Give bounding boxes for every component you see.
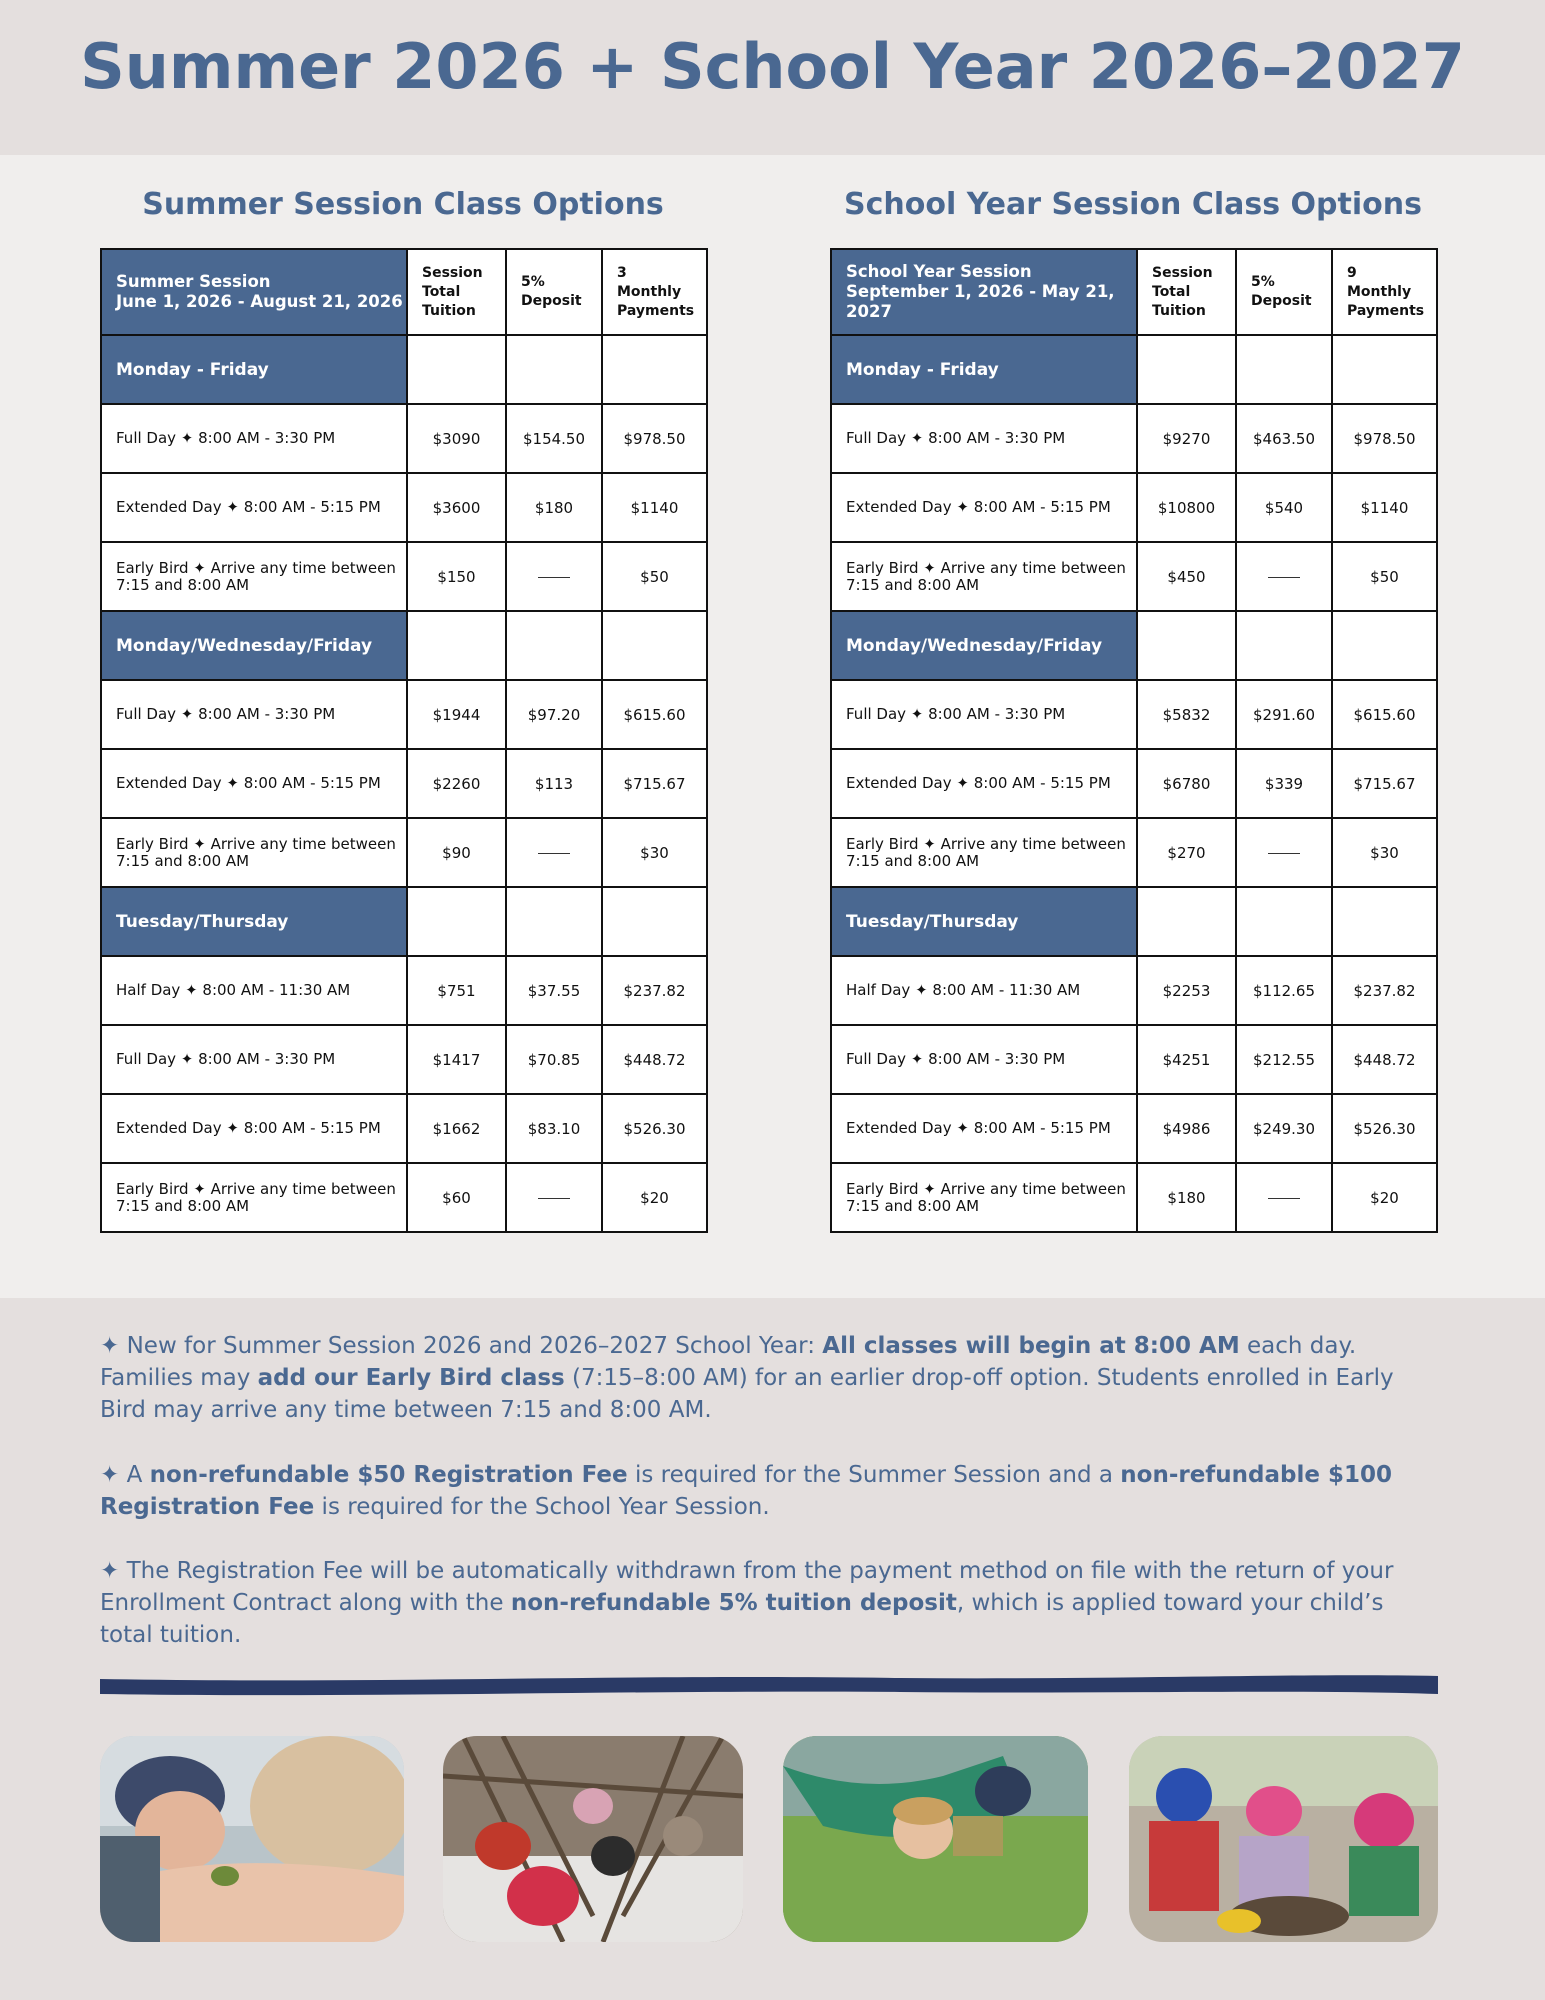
monthly-payment-cell: $20 xyxy=(602,1163,707,1232)
column-header: Session Total Tuition xyxy=(1137,249,1236,335)
note-deposit: ✦ The Registration Fee will be automatically withdrawn from the payment method on file with the return of your Enrollment Contract along with the non-refundable 5% tuition deposit, which is applied toward your child’s total tuition. xyxy=(100,1558,1394,1648)
schedule-group-name: Monday/Wednesday/Friday xyxy=(831,611,1137,680)
total-tuition-cell: $450 xyxy=(1137,542,1236,611)
table-header-row xyxy=(831,249,1437,335)
table-row xyxy=(101,542,707,611)
class-option-label: Extended Day ✦ 8:00 AM - 5:15 PM xyxy=(101,749,407,818)
school-year-tuition-table xyxy=(830,248,1438,1233)
class-option-label: Half Day ✦ 8:00 AM - 11:30 AM xyxy=(831,956,1137,1025)
session-dates: June 1, 2026 - August 21, 2026 xyxy=(116,292,403,311)
table-row xyxy=(101,1163,707,1232)
class-option-label: Extended Day ✦ 8:00 AM - 5:15 PM xyxy=(831,749,1137,818)
class-option-label: Early Bird ✦ Arrive any time between 7:15 and 8:00 AM xyxy=(101,542,407,611)
class-option-label: Early Bird ✦ Arrive any time between 7:15 and 8:00 AM xyxy=(831,818,1137,887)
table-header-row xyxy=(101,249,707,335)
schedule-group-row xyxy=(831,887,1437,956)
note-start-time: ✦ New for Summer Session 2026 and 2026–2027 School Year: All classes will begin at 8:00 AM each day. Families may add our Early Bird class (7:15–8:00 AM) for an earlier drop-off option. Students enrolled in Early Bird may arrive any time between 7:15 and 8:00 AM. xyxy=(100,1333,1394,1423)
total-tuition-cell: $270 xyxy=(1137,818,1236,887)
monthly-payment-cell: $237.82 xyxy=(1332,956,1437,1025)
deposit-cell xyxy=(506,542,602,611)
table-row xyxy=(831,1025,1437,1094)
total-tuition-cell: $4251 xyxy=(1137,1025,1236,1094)
child-in-hammock-photo xyxy=(783,1736,1088,1942)
deposit-cell: $70.85 xyxy=(506,1025,602,1094)
class-option-label: Early Bird ✦ Arrive any time between 7:15 and 8:00 AM xyxy=(101,818,407,887)
monthly-payment-cell: $20 xyxy=(1332,1163,1437,1232)
total-tuition-cell: $751 xyxy=(407,956,506,1025)
monthly-payment-cell: $978.50 xyxy=(1332,404,1437,473)
deposit-cell: $154.50 xyxy=(506,404,602,473)
deposit-cell: $463.50 xyxy=(1236,404,1332,473)
class-option-label: Extended Day ✦ 8:00 AM - 5:15 PM xyxy=(101,1094,407,1163)
page-title: Summer 2026 + School Year 2026–2027 xyxy=(80,30,1465,103)
monthly-payment-cell: $615.60 xyxy=(602,680,707,749)
class-option-label: Full Day ✦ 8:00 AM - 3:30 PM xyxy=(101,680,407,749)
session-header-cell xyxy=(831,249,1137,335)
table-row xyxy=(101,818,707,887)
class-option-label: Full Day ✦ 8:00 AM - 3:30 PM xyxy=(831,1025,1137,1094)
total-tuition-cell: $2260 xyxy=(407,749,506,818)
session-header-cell xyxy=(101,249,407,335)
wave-divider xyxy=(100,1672,1438,1702)
table-row xyxy=(831,404,1437,473)
total-tuition-cell: $6780 xyxy=(1137,749,1236,818)
monthly-payment-cell: $237.82 xyxy=(602,956,707,1025)
deposit-cell: $97.20 xyxy=(506,680,602,749)
monthly-payment-cell: $50 xyxy=(1332,542,1437,611)
total-tuition-cell: $10800 xyxy=(1137,473,1236,542)
deposit-cell xyxy=(506,818,602,887)
deposit-cell: $37.55 xyxy=(506,956,602,1025)
class-option-label: Early Bird ✦ Arrive any time between 7:15 and 8:00 AM xyxy=(831,542,1137,611)
total-tuition-cell: $1417 xyxy=(407,1025,506,1094)
column-header: 5% Deposit xyxy=(1236,249,1332,335)
total-tuition-cell: $5832 xyxy=(1137,680,1236,749)
monthly-payment-cell: $715.67 xyxy=(602,749,707,818)
schedule-group-name: Monday - Friday xyxy=(101,335,407,404)
schedule-group-row xyxy=(831,611,1437,680)
deposit-cell xyxy=(1236,1163,1332,1232)
note-registration-fee: ✦ A non-refundable $50 Registration Fee is required for the Summer Session and a non-refundable $100 Registration Fee is required for the School Year Session. xyxy=(100,1462,1393,1520)
deposit-cell: $180 xyxy=(506,473,602,542)
monthly-payment-cell: $30 xyxy=(1332,818,1437,887)
monthly-payment-cell: $1140 xyxy=(1332,473,1437,542)
not-applicable-dash xyxy=(538,1198,570,1199)
deposit-cell: $112.65 xyxy=(1236,956,1332,1025)
deposit-cell: $212.55 xyxy=(1236,1025,1332,1094)
monthly-payment-cell: $526.30 xyxy=(1332,1094,1437,1163)
monthly-payment-cell: $448.72 xyxy=(1332,1025,1437,1094)
table-row xyxy=(831,1163,1437,1232)
class-option-label: Extended Day ✦ 8:00 AM - 5:15 PM xyxy=(831,473,1137,542)
not-applicable-dash xyxy=(1268,577,1300,578)
table-row xyxy=(831,473,1437,542)
deposit-cell: $249.30 xyxy=(1236,1094,1332,1163)
schedule-group-name: Monday - Friday xyxy=(831,335,1137,404)
class-option-label: Extended Day ✦ 8:00 AM - 5:15 PM xyxy=(101,473,407,542)
schedule-group-name: Tuesday/Thursday xyxy=(831,887,1137,956)
column-header: 9 Monthly Payments xyxy=(1332,249,1437,335)
class-option-label: Early Bird ✦ Arrive any time between 7:15 and 8:00 AM xyxy=(101,1163,407,1232)
deposit-cell xyxy=(506,1163,602,1232)
table-row xyxy=(101,749,707,818)
school-year-section-title: School Year Session Class Options xyxy=(844,187,1422,222)
class-option-label: Early Bird ✦ Arrive any time between 7:15 and 8:00 AM xyxy=(831,1163,1137,1232)
total-tuition-cell: $1944 xyxy=(407,680,506,749)
monthly-payment-cell: $50 xyxy=(602,542,707,611)
table-row xyxy=(101,680,707,749)
column-header: 3 Monthly Payments xyxy=(602,249,707,335)
monthly-payment-cell: $615.60 xyxy=(1332,680,1437,749)
session-name: School Year Session xyxy=(846,262,1032,281)
deposit-cell: $113 xyxy=(506,749,602,818)
total-tuition-cell: $9270 xyxy=(1137,404,1236,473)
summer-section-title: Summer Session Class Options xyxy=(142,187,664,222)
class-option-label: Full Day ✦ 8:00 AM - 3:30 PM xyxy=(831,680,1137,749)
summer-tuition-table xyxy=(100,248,708,1233)
total-tuition-cell: $4986 xyxy=(1137,1094,1236,1163)
class-option-label: Extended Day ✦ 8:00 AM - 5:15 PM xyxy=(831,1094,1137,1163)
deposit-cell: $83.10 xyxy=(506,1094,602,1163)
children-in-stick-fort-photo xyxy=(443,1736,743,1942)
deposit-cell: $540 xyxy=(1236,473,1332,542)
session-dates: September 1, 2026 - May 21, 2027 xyxy=(846,282,1115,321)
monthly-payment-cell: $978.50 xyxy=(602,404,707,473)
not-applicable-dash xyxy=(1268,1198,1300,1199)
not-applicable-dash xyxy=(538,853,570,854)
deposit-cell: $339 xyxy=(1236,749,1332,818)
total-tuition-cell: $3600 xyxy=(407,473,506,542)
children-playing-outdoors-photo xyxy=(1129,1736,1438,1942)
table-row xyxy=(831,1094,1437,1163)
monthly-payment-cell: $526.30 xyxy=(602,1094,707,1163)
table-row xyxy=(831,542,1437,611)
schedule-group-row xyxy=(101,335,707,404)
total-tuition-cell: $3090 xyxy=(407,404,506,473)
deposit-cell xyxy=(1236,542,1332,611)
monthly-payment-cell: $1140 xyxy=(602,473,707,542)
total-tuition-cell: $150 xyxy=(407,542,506,611)
table-row xyxy=(101,473,707,542)
table-row xyxy=(831,749,1437,818)
not-applicable-dash xyxy=(538,577,570,578)
child-holding-frog-photo xyxy=(100,1736,404,1942)
monthly-payment-cell: $715.67 xyxy=(1332,749,1437,818)
schedule-group-row xyxy=(101,611,707,680)
column-header: 5% Deposit xyxy=(506,249,602,335)
total-tuition-cell: $60 xyxy=(407,1163,506,1232)
table-row xyxy=(101,1094,707,1163)
deposit-cell xyxy=(1236,818,1332,887)
deposit-cell: $291.60 xyxy=(1236,680,1332,749)
class-option-label: Full Day ✦ 8:00 AM - 3:30 PM xyxy=(101,404,407,473)
monthly-payment-cell: $30 xyxy=(602,818,707,887)
class-option-label: Half Day ✦ 8:00 AM - 11:30 AM xyxy=(101,956,407,1025)
table-row xyxy=(831,680,1437,749)
schedule-group-name: Tuesday/Thursday xyxy=(101,887,407,956)
total-tuition-cell: $180 xyxy=(1137,1163,1236,1232)
schedule-group-name: Monday/Wednesday/Friday xyxy=(101,611,407,680)
not-applicable-dash xyxy=(1268,853,1300,854)
schedule-group-row xyxy=(831,335,1437,404)
table-row xyxy=(101,956,707,1025)
table-row xyxy=(831,818,1437,887)
total-tuition-cell: $90 xyxy=(407,818,506,887)
session-name: Summer Session xyxy=(116,272,271,291)
table-row xyxy=(101,404,707,473)
table-row xyxy=(831,956,1437,1025)
schedule-group-row xyxy=(101,887,707,956)
monthly-payment-cell: $448.72 xyxy=(602,1025,707,1094)
total-tuition-cell: $1662 xyxy=(407,1094,506,1163)
column-header: Session Total Tuition xyxy=(407,249,506,335)
table-row xyxy=(101,1025,707,1094)
total-tuition-cell: $2253 xyxy=(1137,956,1236,1025)
class-option-label: Full Day ✦ 8:00 AM - 3:30 PM xyxy=(831,404,1137,473)
class-option-label: Full Day ✦ 8:00 AM - 3:30 PM xyxy=(101,1025,407,1094)
